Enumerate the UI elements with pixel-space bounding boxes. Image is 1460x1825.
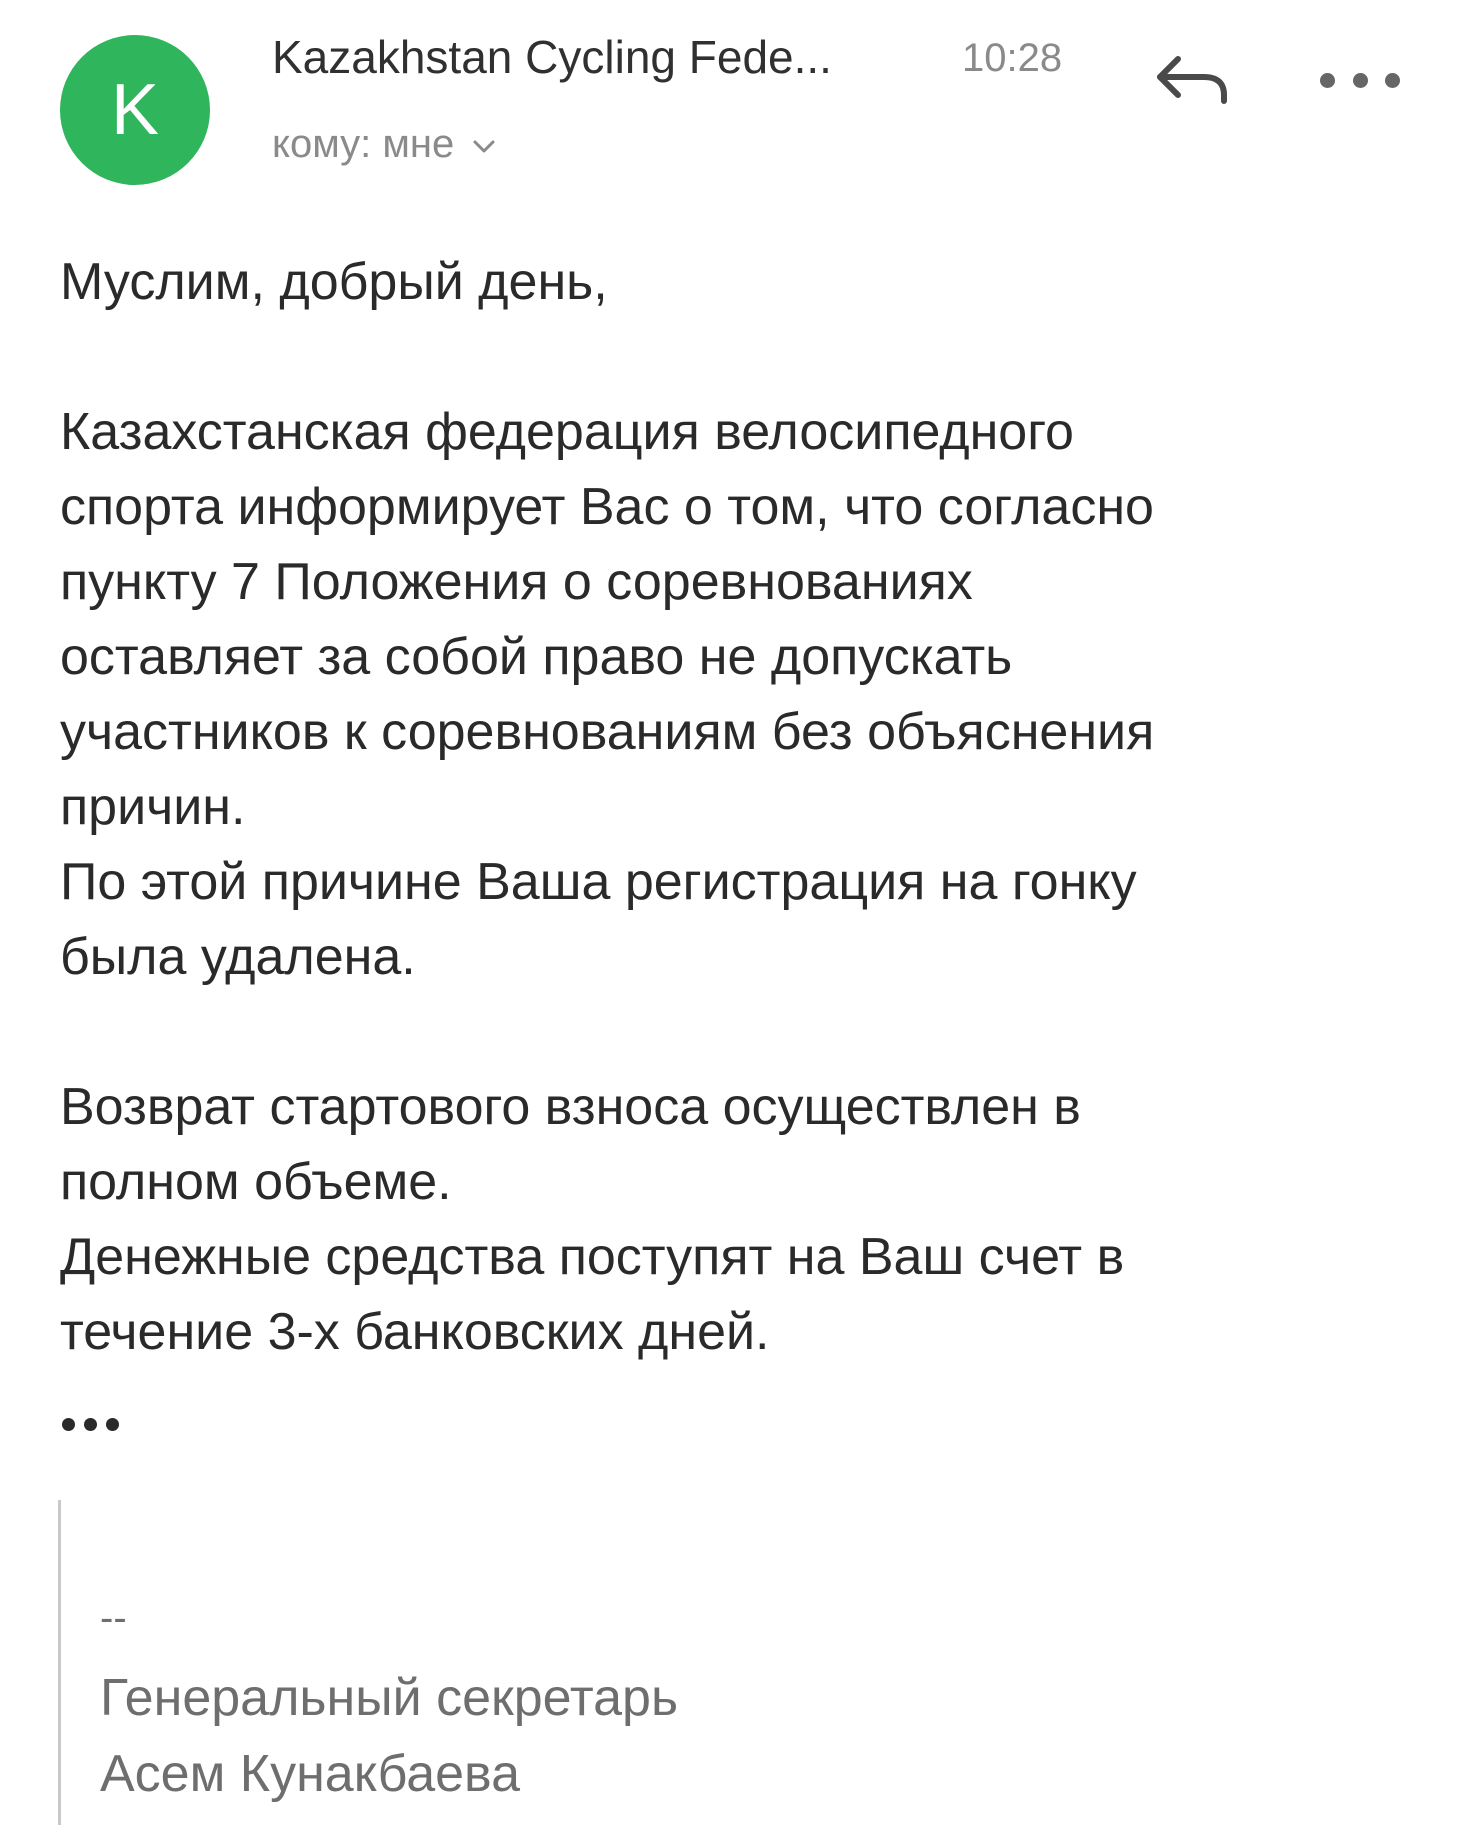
quote-bar [58, 1500, 61, 1825]
ellipsis-dot [106, 1418, 119, 1431]
recipient-label: кому: мне [272, 122, 455, 166]
avatar-letter: K [110, 70, 160, 150]
body-line: спорта информирует Вас о том, что согласно [60, 478, 1154, 536]
body-line: течение 3-х банковских дней. [60, 1303, 770, 1361]
greeting: Муслим, добрый день, [60, 253, 608, 311]
sender-name[interactable]: Kazakhstan Cycling Fede... [272, 31, 832, 83]
sender-avatar[interactable] [60, 35, 210, 185]
signature-separator: -- [100, 1596, 127, 1640]
more-horizontal-icon [1320, 73, 1335, 88]
signature-title: Генеральный секретарь [100, 1669, 679, 1727]
ellipsis-icon [62, 1418, 75, 1431]
signature [100, 1588, 678, 1812]
chevron-down-icon [472, 139, 496, 155]
signature-name: Асем Кунакбаева [100, 1745, 521, 1803]
more-options-button[interactable] [1320, 55, 1400, 105]
reply-arrow-icon [1148, 45, 1238, 115]
body-line: Денежные средства поступят на Ваш счет в [60, 1228, 1125, 1286]
more-dot [1353, 73, 1368, 88]
received-time: 10:28 [962, 36, 1063, 80]
body-line: была удалена. [60, 928, 416, 986]
email-body [60, 245, 1430, 1370]
more-dot [1385, 73, 1400, 88]
reply-button[interactable] [1148, 45, 1238, 115]
body-line: полном объеме. [60, 1153, 452, 1211]
body-line: оставляет за собой право не допускать [60, 628, 1013, 686]
body-line: По этой причине Ваша регистрация на гонку [60, 853, 1137, 911]
body-line: участников к соревнованиям без объяснения [60, 703, 1155, 761]
body-line: Возврат стартового взноса осуществлен в [60, 1078, 1081, 1136]
show-trimmed-content-button[interactable] [62, 1418, 119, 1431]
ellipsis-dot [84, 1418, 97, 1431]
body-line: причин. [60, 778, 246, 836]
recipient-toggle[interactable] [272, 122, 496, 167]
email-header [0, 0, 1460, 200]
body-line: пункту 7 Положения о соревнованиях [60, 553, 973, 611]
body-line: Казахстанская федерация велосипедного [60, 403, 1074, 461]
